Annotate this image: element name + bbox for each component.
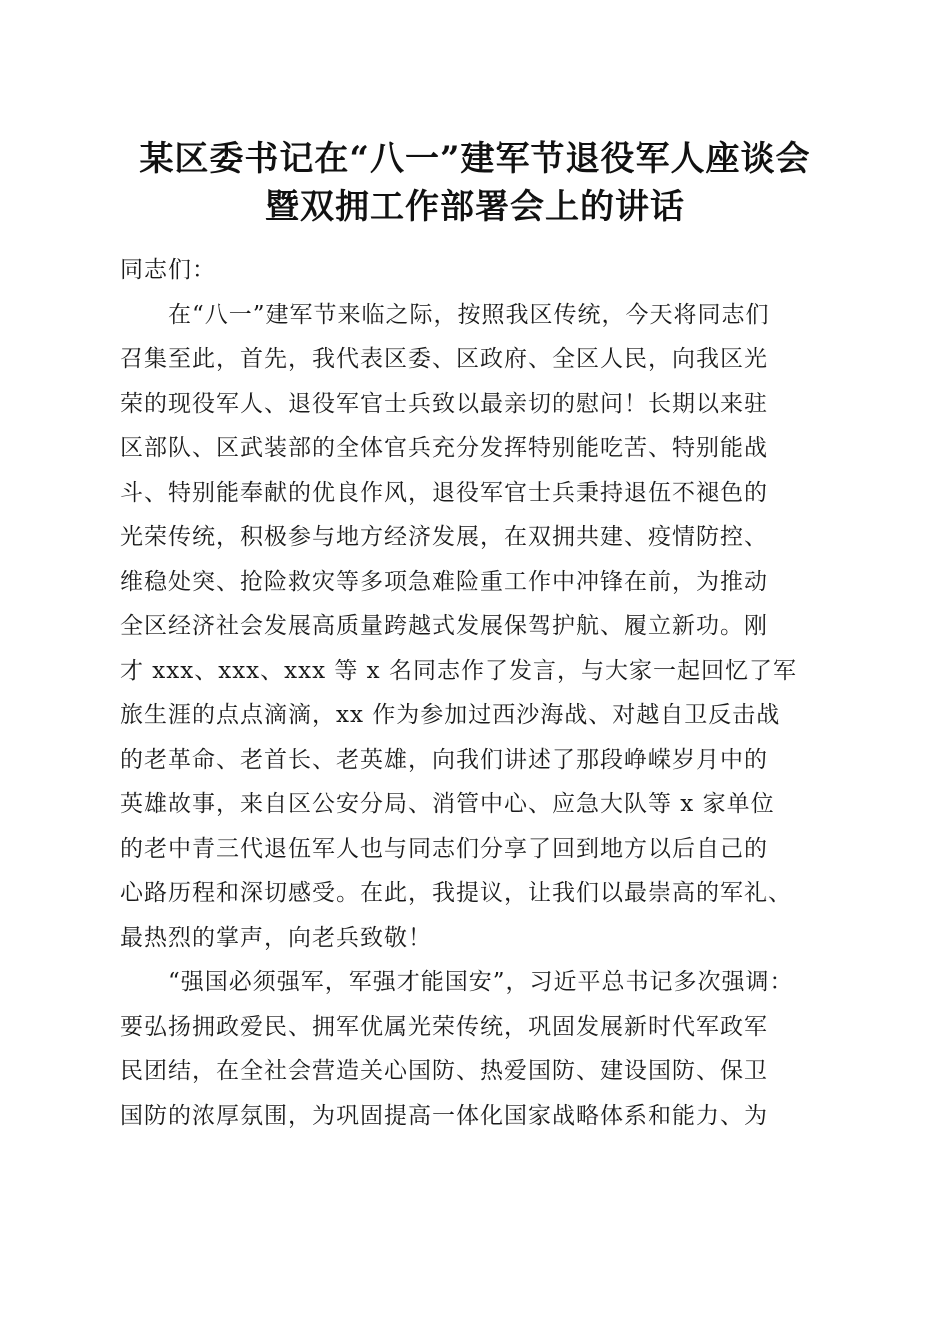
paragraph-2 (120, 960, 860, 1138)
document-body (120, 248, 860, 1138)
text-line: 要弘扬拥政爱民、拥军优属光荣传统，巩固发展新时代军政军 (120, 1013, 768, 1040)
text-line: 的老中青三代退伍军人也与同志们分享了回到地方以后自己的 (120, 835, 768, 862)
text-line: 在“八一”建军节来临之际，按照我区传统，今天将同志们 (120, 301, 770, 328)
text-line: 斗、特别能奉献的优良作风，退役军官士兵秉持退伍不褪色的 (120, 479, 768, 506)
text-line: 心路历程和深切感受。在此，我提议，让我们以最崇高的军礼、 (120, 880, 792, 906)
document-title-line-1: 某区委书记在“八一”建军节退役军人座谈会 (139, 139, 811, 179)
paragraph-1 (120, 293, 860, 961)
document-title-line-2: 暨双拥工作部署会上的讲话 (265, 187, 685, 227)
text-line: 才 xxx、xxx、xxx 等 x 名同志作了发言，与大家一起回忆了军 (120, 657, 797, 684)
salutation: 同志们： (120, 257, 216, 283)
text-line: 最热烈的掌声，向老兵致敬！ (120, 924, 432, 951)
text-line: “强国必须强军，军强才能国安”，习近平总书记多次强调： (120, 969, 794, 995)
text-line: 维稳处突、抢险救灾等多项急难险重工作中冲锋在前，为推动 (120, 568, 768, 595)
text-line: 民团结，在全社会营造关心国防、热爱国防、建设国防、保卫 (120, 1058, 768, 1084)
text-line: 英雄故事，来自区公安分局、消管中心、应急大队等 x 家单位 (120, 791, 775, 817)
text-line: 的老革命、老首长、老英雄，向我们讲述了那段峥嵘岁月中的 (120, 746, 768, 773)
text-line: 全区经济社会发展高质量跨越式发展保驾护航、履立新功。刚 (120, 613, 768, 639)
text-line: 荣的现役军人、退役军官士兵致以最亲切的慰问！长期以来驻 (120, 390, 768, 417)
text-line: 区部队、区武装部的全体官兵充分发挥特别能吃苦、特别能战 (120, 435, 768, 461)
text-line: 旅生涯的点点滴滴，xx 作为参加过西沙海战、对越自卫反击战 (120, 702, 781, 728)
text-line: 召集至此，首先，我代表区委、区政府、全区人民，向我区光 (120, 346, 768, 372)
text-line: 国防的浓厚氛围，为巩固提高一体化国家战略体系和能力、为 (120, 1102, 768, 1129)
text-line: 光荣传统，积极参与地方经济发展，在双拥共建、疫情防控、 (120, 524, 768, 550)
